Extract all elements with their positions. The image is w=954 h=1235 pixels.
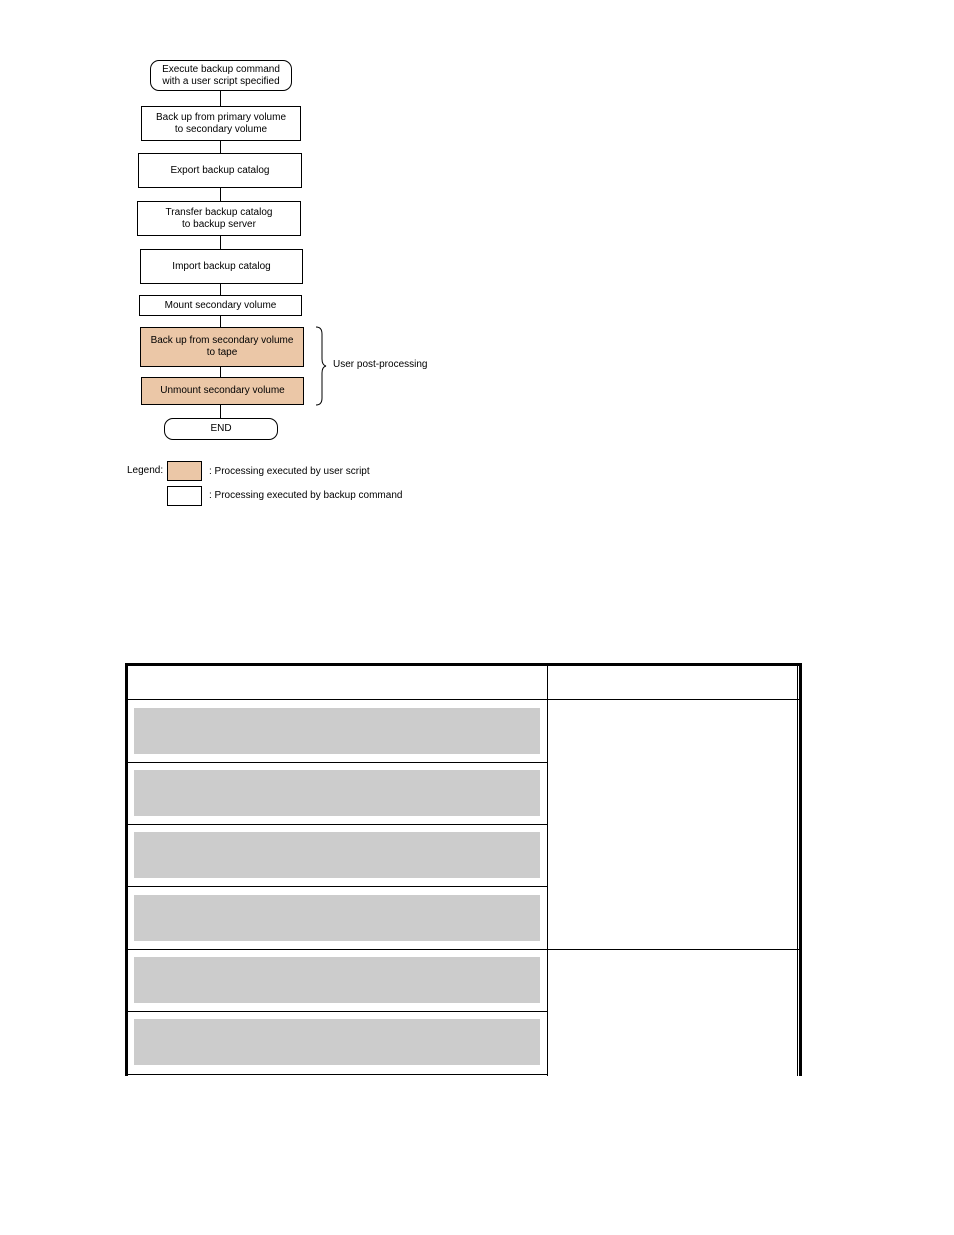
table-right-inner — [797, 699, 798, 1076]
table-cell-shaded — [134, 770, 540, 816]
connector-line — [220, 236, 221, 249]
table-column-divider — [547, 666, 548, 1076]
flow-step-end: END — [164, 418, 278, 440]
legend-title: Legend: — [127, 465, 164, 476]
table-cell-shaded — [134, 895, 540, 941]
legend-swatch-command — [167, 486, 202, 506]
flow-step-start: Execute backup command with a user script specified — [150, 60, 292, 91]
data-table — [125, 663, 802, 1076]
table-row-divider — [125, 824, 548, 825]
legend-label-command: : Processing executed by backup command — [209, 490, 403, 501]
connector-line — [220, 141, 221, 153]
table-header-inner-right — [797, 666, 798, 700]
table-row-divider — [125, 886, 548, 887]
flow-step-backup-primary: Back up from primary volume to secondary volume — [141, 106, 301, 141]
flow-step-export-catalog: Export backup catalog — [138, 153, 302, 188]
connector-line — [220, 188, 221, 201]
flow-step-transfer-catalog: Transfer backup catalog to backup server — [137, 201, 301, 236]
connector-line — [220, 284, 221, 295]
connector-line — [220, 367, 221, 377]
table-header-divider — [125, 699, 802, 700]
table-cell-shaded — [134, 957, 540, 1003]
table-row-divider — [125, 1011, 548, 1012]
table-row-divider — [125, 949, 802, 950]
table-bottom-divider — [125, 1074, 548, 1075]
table-cell-shaded — [134, 832, 540, 878]
table-row-divider — [125, 762, 548, 763]
connector-line — [220, 91, 221, 106]
brace-icon — [314, 326, 328, 406]
table-border-left — [125, 663, 128, 1076]
table-cell-shaded — [134, 1019, 540, 1065]
connector-line — [220, 405, 221, 418]
flow-step-backup-tape: Back up from secondary volume to tape — [140, 327, 304, 367]
flow-step-mount-volume: Mount secondary volume — [139, 295, 302, 316]
legend-label-script: : Processing executed by user script — [209, 466, 370, 477]
flow-step-unmount-volume: Unmount secondary volume — [141, 377, 304, 405]
table-cell-shaded — [134, 708, 540, 754]
table-border-right — [799, 663, 802, 1076]
legend-swatch-script — [167, 461, 202, 481]
flow-step-import-catalog: Import backup catalog — [140, 249, 303, 284]
brace-label: User post-processing — [333, 359, 428, 370]
table-border-top — [125, 663, 802, 666]
connector-line — [220, 316, 221, 327]
